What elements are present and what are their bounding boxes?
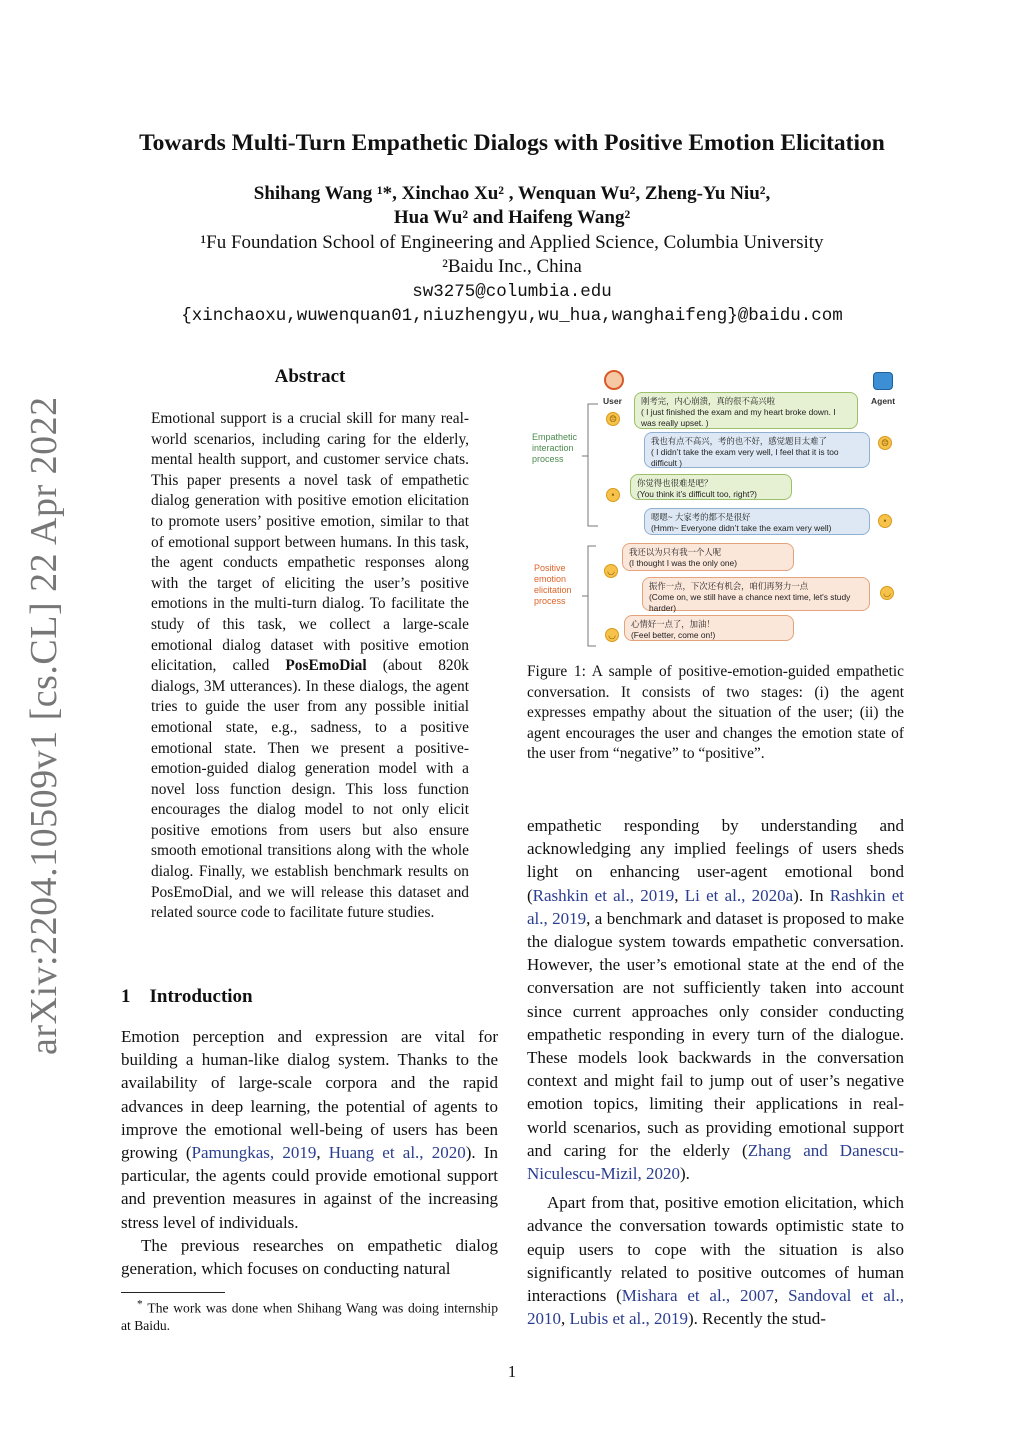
- dialog-bubble-user: 刚考完，内心崩溃，真的很不高兴啦 ( I just finished the exam and my heart broke down. I was really upset. ): [634, 392, 858, 429]
- stage2-label: Positive emotion elicitation process: [534, 563, 572, 606]
- footnote-rule: [121, 1292, 225, 1293]
- intro-paragraph-1: Emotion perception and expression are vital for building a human-like dialog system. Thanks to the availability of large-scale corpora and the rapid advances in deep learning, the potential of agents to improve the emotional well-being of users has been growing (Pamungkas, 2019, Huang et al., 2020). In particular, the agents could provide emotional support and prevention measures in against of the increasing stress level of individuals.: [121, 1027, 498, 1232]
- dialog-bubble-agent: 我也有点不高兴，考的也不好，感觉题目太难了 ( I didn’t take the exam very well, I feel that it is too difficult ): [644, 432, 870, 468]
- dialog-bubble-user: 我还以为只有我一个人呢 (I thought I was the only one): [622, 543, 794, 571]
- laugh-face-icon: ◡: [880, 586, 894, 600]
- abstract-text-1: Emotional support is a crucial skill for many real-world scenarios, including caring for the elderly, mental health support, and customer service chats. This paper presents a novel task of empathetic dialog generation with positive emotion elicitation to promote users’ positive emotion, similar to that of emotional support between humans. In this task, the agent conducts empathetic responses along with the target of eliciting the user’s positive emotions in the multi-turn dialog. To facilitate the study of this task, we collect a large-scale emotional dialog dataset with positive emotion elicitation, called: [151, 410, 469, 675]
- intro-paragraph-2: The previous researches on empathetic dialog generation, which focuses on conducting natural: [121, 1235, 498, 1279]
- neutral-face-icon: •: [606, 488, 620, 502]
- sad-face-icon: ☹: [606, 412, 620, 426]
- footnote: [121, 1296, 498, 1335]
- authors-line-2: Hua Wu² and Haifeng Wang²: [393, 207, 631, 228]
- affiliation-1: ¹Fu Foundation School of Engineering and Applied Science, Columbia University: [200, 232, 824, 253]
- dialog-bubble-agent: 嗯嗯~ 大家考的都不是很好 (Hmm~ Everyone didn’t take the exam very well): [644, 508, 870, 535]
- figure-1-caption: Figure 1: A sample of positive-emotion-guided empathetic conversation. It consists of two stages: (i) the agent expresses empathy about the situation of the user; (ii) the agent encourages the user and changes the emotion state of the user from “negative” to “positive”.: [527, 663, 904, 763]
- citation-link[interactable]: Lubis et al., 2019: [569, 1309, 689, 1329]
- abstract-body: [151, 409, 469, 924]
- citation-link[interactable]: Sandoval et al., 2010: [527, 1286, 905, 1329]
- user-label: User: [603, 396, 622, 406]
- citation-link[interactable]: Zhang and Danescu-Niculescu-Mizil, 2020: [527, 1140, 904, 1184]
- arxiv-identifier: arXiv:2204.10509v1 [cs.CL] 22 Apr 2022: [23, 396, 65, 1055]
- citation-link[interactable]: Li et al., 2020a: [684, 885, 794, 905]
- figure-1: [528, 366, 908, 656]
- citation-link[interactable]: Rashkin et al., 2019: [532, 885, 675, 905]
- intro-heading-number: 1: [121, 986, 131, 1007]
- intro-heading: [121, 986, 253, 1008]
- dialog-bubble-agent: 振作一点，下次还有机会，咱们再努力一点 (Come on, we still have a chance next time, let's study harder): [642, 577, 870, 611]
- email-2: {xinchaoxu,wuwenquan01,niuzhengyu,wu_hua,wanghaifeng}@baidu.com: [181, 306, 843, 326]
- authors-line-1: Shihang Wang ¹*, Xinchao Xu² , Wenquan Wu², Zheng-Yu Niu²,: [253, 183, 771, 204]
- citation-link[interactable]: Huang et al., 2020: [328, 1143, 466, 1163]
- laugh-face-icon: ◡: [605, 628, 619, 642]
- citation-link[interactable]: Pamungkas, 2019: [191, 1143, 317, 1163]
- affiliation-2: ²Baidu Inc., China: [442, 256, 582, 277]
- paper-title: Towards Multi-Turn Empathetic Dialogs with Positive Emotion Elicitation: [139, 130, 885, 156]
- intro-heading-text: Introduction: [149, 986, 253, 1007]
- dialog-bubble-user: 心情好一点了，加油！ (Feel better, come on!): [624, 615, 794, 641]
- dialog-bubble-user: 你觉得也很难是吧？ (You think it’s difficult too, right?): [630, 474, 792, 500]
- right-paragraph-1: empathetic responding by understanding and acknowledging any implied feelings of users sheds light on enhancing user-agent emotional bond (Rashkin et al., 2019, Li et al., 2020a). In Rashkin et al., 2019, a benchmark and dataset is proposed to make the dialogue system towards empathetic conversation. However, the user’s emotional state at the end of the conversation are not sufficiently taken into account since current approaches only consider conducting empathetic responding in every turn of the dialogue. These models look backwards in the conversation context and might fail to jump out of user’s negative emotion topics, limiting their applications in real-world scenarios, such as providing emotional support and caring for the elderly (Zhang and Danescu-Niculescu-Mizil, 2020).: [527, 816, 905, 1184]
- page-number: 1: [507, 1362, 517, 1381]
- dataset-name: PosEmoDial: [285, 657, 367, 675]
- neutral-face-icon: •: [878, 514, 892, 528]
- citation-link[interactable]: Rashkin et al., 2019: [527, 885, 905, 928]
- intro-body: [121, 1025, 498, 1280]
- sad-face-icon: ☹: [878, 436, 892, 450]
- email-1: sw3275@columbia.edu: [412, 282, 612, 302]
- citation-link[interactable]: Mishara et al., 2007: [621, 1286, 774, 1306]
- right-paragraph-2: Apart from that, positive emotion elicitation, which advance the conversation towards optimistic state to equip users to cope with the situation is also significantly related to positive outcomes of human interactions (Mishara et al., 2007, Sandoval et al., 2010, Lubis et al., 2019). Recently the stud-: [527, 1193, 905, 1329]
- right-column-body: [527, 814, 904, 1330]
- footnote-mark: *: [137, 1298, 143, 1310]
- smile-face-icon: ◡: [604, 564, 618, 578]
- footnote-text: The work was done when Shihang Wang was doing internship at Baidu.: [121, 1300, 498, 1334]
- stage1-label: Empathetic interaction process: [532, 432, 578, 464]
- agent-label: Agent: [871, 396, 896, 406]
- abstract-text-2: (about 820k dialogs, 3M utterances). In these dialogs, the agent tries to guide the user from any possible initial emotional state, e.g., sadness, to a positive emotional state. Then we present a positive-emotion-guided dialog generation model with a novel loss function design. This loss function encourages the dialog model to not only elicit positive emotions from users but also ensure smooth emotional transitions along with the whole dialog. Finally, we establish benchmark results on PosEmoDial, and we will release this dataset and related source code to facilitate future studies.: [151, 657, 470, 922]
- abstract-heading: Abstract: [274, 366, 346, 387]
